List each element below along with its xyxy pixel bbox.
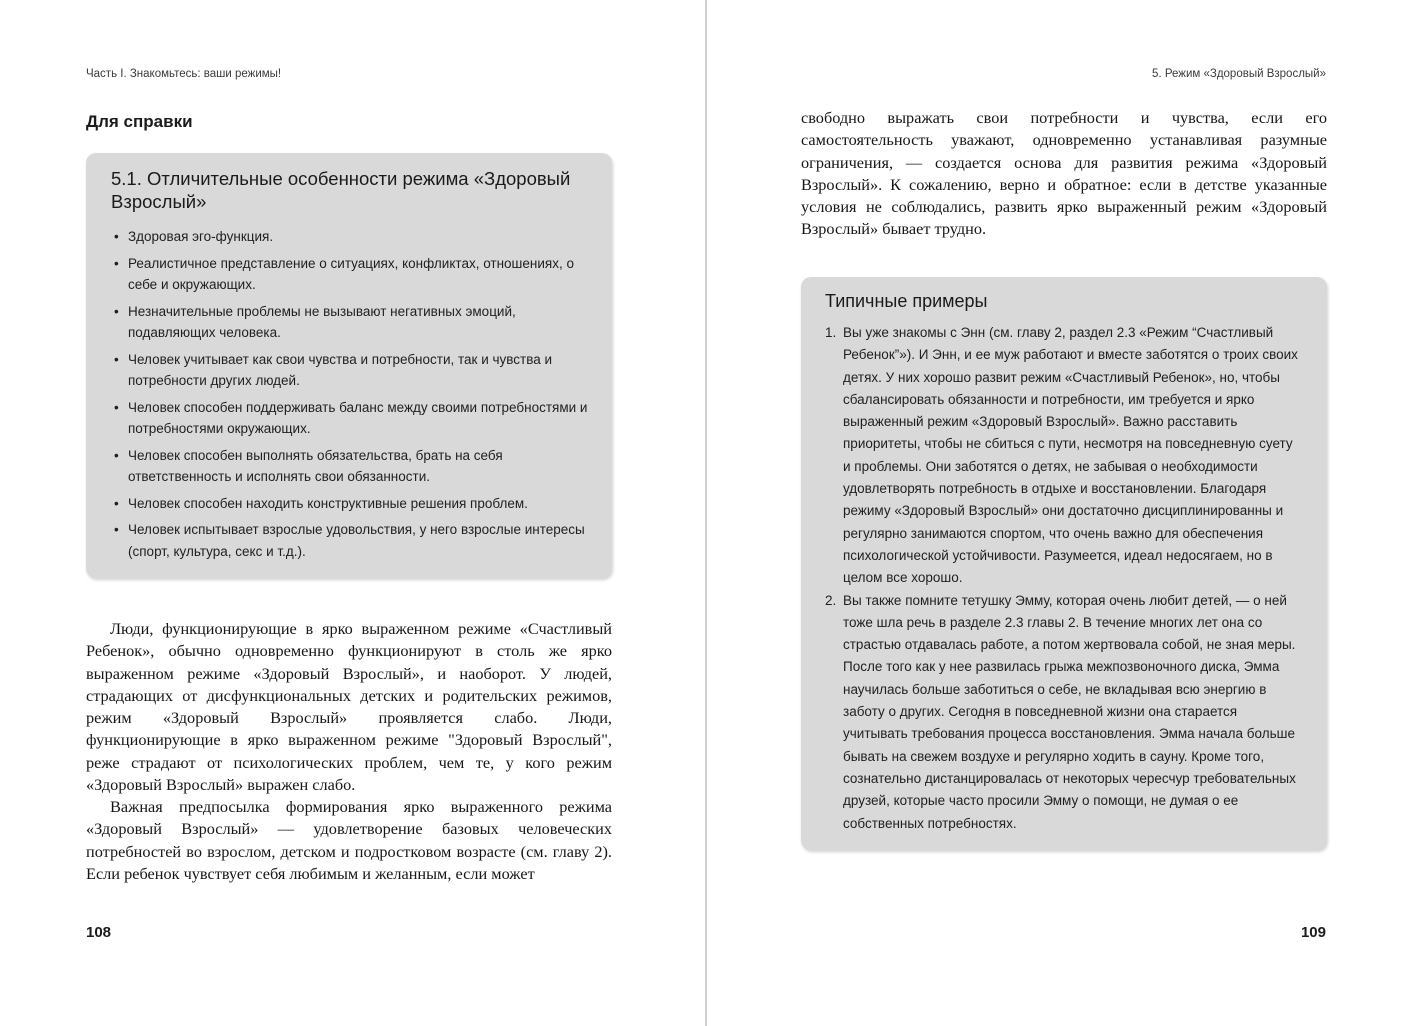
body-paragraph: Люди, функционирующие в ярко выраженном режиме «Счастливый Ребенок», обычно одновременно функционируют в столь же ярко выраженном режиме «Здоровый Взрослый», и наоборот. У людей, страдающих от дисфункциональных детских и родительских режимов, режим «Здоровый Взрослый» проявляется слабо. Люди, функционирующие в ярко выраженном режиме "Здоровый Взрослый", реже страдают от психологических проблем, чем те, у кого режим «Здоровый Взрослый» выражен слабо.	[86, 619, 612, 795]
example-number: 1.	[825, 325, 837, 340]
example-number: 2.	[825, 592, 837, 608]
features-list-item: • Незначительные проблемы не вызывают негативных эмоций, подавляющих человека.	[128, 301, 590, 344]
example-text: Вы уже знакомы с Энн (см. главу 2, раздел 2.3 «Режим “Счастливый Ребенок”»). И Энн, и ее муж работают и вместе заботятся о троих своих детях. У них хорошо развит режим «Счастливый Ребенок», но, чтобы сбалансировать обязанности и потребности, им требуется и ярко выраженный режим «Здоровый Взрослый». Важно расставить приоритеты, чтобы не сбиться с пути, несмотря на повседневную суету и проблемы. Они заботятся о детях, не забывая о необходимости удовлетворять потребность в отдыхе и восстановлении. Благодаря режиму «Здоровый Взрослый» они достаточно дисциплинированны и регулярно занимаются спортом, что очень важно для обеспечения психологической устойчивости. Разумеется, идеал недосягаем, но в целом все хорошо.	[843, 325, 1298, 586]
page-number-right: 109	[1300, 924, 1326, 941]
page-number-left: 108	[86, 924, 112, 941]
example-text: Вы также помните тетушку Эмму, которая очень любит детей, — о ней тоже шла речь в разделе 2.3 главы 2. В течение многих лет она со страстью отдавалась работе, а потом жертвовала собой, не зная меры. После того как у нее развилась грыжа межпозвоночного диска, Эмма научилась больше заботиться о себе, не вкладывая всю энергию в заботу о других. Сегодня в повседневной жизни она старается учитывать требования процесса восстановления. Эмма начала больше бывать на свежем воздухе и регулярно ходить в сауну. Кроме того, сознательно дистанцировалась от некоторых чересчур требовательных друзей, которые часто просили Эмму о помощи, не думая о ее собственных потребностях.	[843, 592, 1296, 831]
body-paragraph: Важная предпосылка формирования ярко выраженного режима «Здоровый Взрослый» — удовлетворение базовых человеческих потребностей во взрослом, детском и подростковом возрасте (см. главу 2). Если ребенок чувствует себя любимым и желанным, если может	[86, 797, 612, 883]
examples-box	[801, 277, 1327, 850]
features-list-item: • Человек способен выполнять обязательства, брать на себя ответственность и исполнять свои обязанности.	[128, 445, 590, 488]
running-head-right: 5. Режим «Здоровый Взрослый»	[1152, 68, 1326, 80]
features-list-item: • Человек испытывает взрослые удовольствия, у него взрослые интересы (спорт, культура, секс и т.д.).	[128, 519, 590, 562]
examples-list-item	[825, 322, 1303, 590]
examples-box-title: Типичные примеры	[825, 291, 988, 311]
features-list-item: • Человек учитывает как свои чувства и потребности, так и чувства и потребности других людей.	[128, 349, 590, 392]
features-list	[128, 226, 590, 567]
running-head-left: Часть I. Знакомьтесь: ваши режимы!	[86, 68, 282, 80]
features-list-item: • Человек способен находить конструктивные решения проблем.	[128, 493, 590, 515]
body-paragraph: свободно выражать свои потребности и чувства, если его самостоятельность уважают, одновременно устанавливая разумные ограничения, — создается основа для развития режима «Здоровый Взрослый». К сожалению, верно и обратное: если в детстве указанные условия не соблюдались, развить ярко выраженный режим «Здоровый Взрослый» бывает трудно.	[801, 108, 1327, 239]
features-list-item: • Человек способен поддерживать баланс между своими потребностями и потребностями окружающих.	[128, 397, 590, 440]
examples-list-item	[825, 590, 1303, 835]
examples-list	[825, 322, 1303, 835]
section-title: Для справки	[86, 112, 193, 131]
right-page	[707, 0, 1410, 1026]
features-list-item: • Реалистичное представление о ситуациях, конфликтах, отношениях, о себе и окружающих.	[128, 253, 590, 296]
features-box	[86, 153, 612, 578]
features-list-item: • Здоровая эго-функция.	[128, 226, 590, 248]
features-box-title: 5.1. Отличительные особенности режима «Здоровый Взрослый»	[111, 168, 571, 212]
